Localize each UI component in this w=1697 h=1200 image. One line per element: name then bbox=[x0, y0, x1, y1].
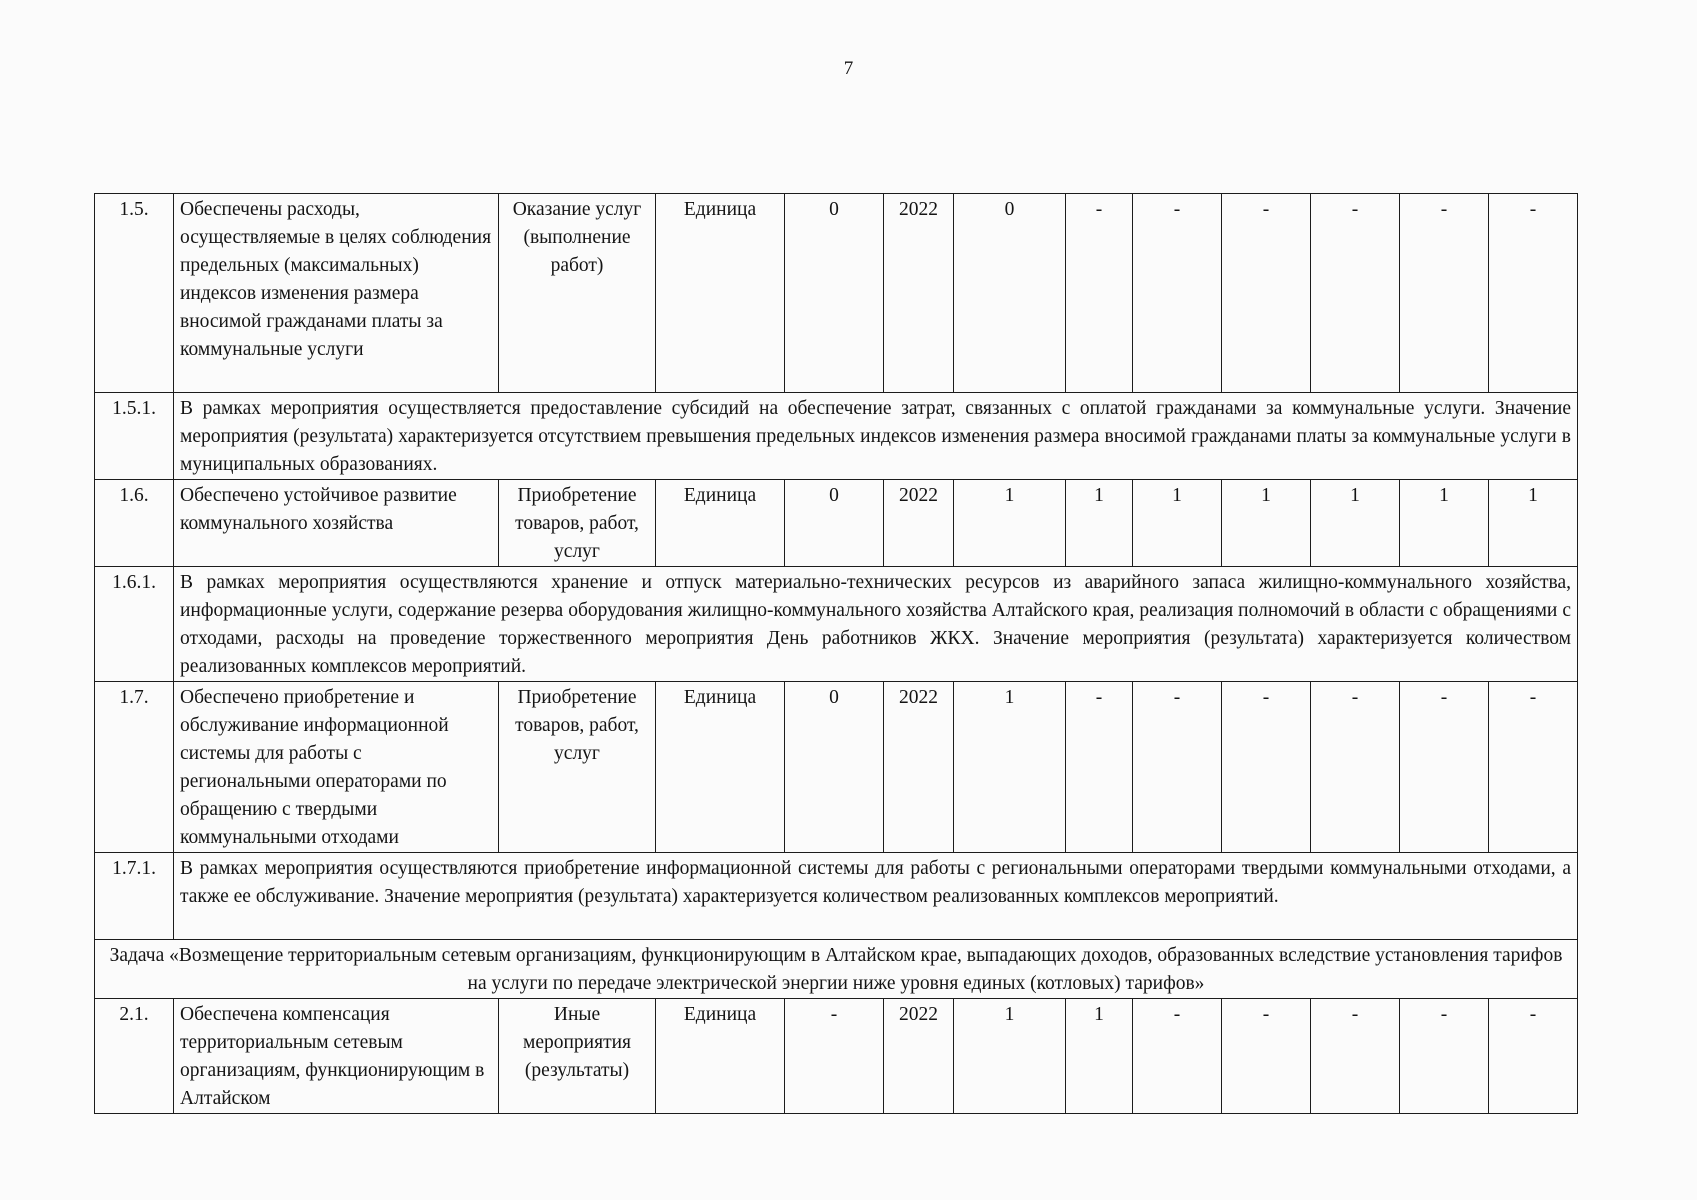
value-cell: 1 bbox=[1400, 480, 1489, 567]
base-year: 2022 bbox=[884, 194, 954, 393]
result-type: Приобретение товаров, работ, услуг bbox=[499, 682, 656, 853]
row-number: 1.7. bbox=[95, 682, 174, 853]
value-cell: 1 bbox=[954, 999, 1066, 1114]
value-cell: - bbox=[1133, 194, 1222, 393]
result-name: Обеспечены расходы, осуществляемые в целях соблюдения предельных (максимальных) индексов изменения размера вносимой гражданами платы за коммунальные услуги bbox=[174, 194, 499, 393]
table-row bbox=[95, 393, 1578, 480]
result-type: Иные мероприятия (результаты) bbox=[499, 999, 656, 1114]
measure-description: В рамках мероприятия осуществляются хранение и отпуск материально-технических ресурсов из аварийного запаса жилищно-коммунального хозяйства, информационные услуги, содержание резерва оборудования жилищно-коммунального хозяйства Алтайского края, реализация полномочий в области с обращениями с отходами, расходы на проведение торжественного мероприятия День работников ЖКХ. Значение мероприятия (результата) характеризуется количеством реализованных комплексов мероприятий. bbox=[174, 567, 1578, 682]
value-cell: - bbox=[1400, 999, 1489, 1114]
row-number: 1.6.1. bbox=[95, 567, 174, 682]
row-number: 1.7.1. bbox=[95, 853, 174, 940]
value-cell: 0 bbox=[954, 194, 1066, 393]
result-name: Обеспечено приобретение и обслуживание информационной системы для работы с региональными операторами по обращению с твердыми коммунальными отходами bbox=[174, 682, 499, 853]
result-type: Оказание услуг (выполнение работ) bbox=[499, 194, 656, 393]
base-value: 0 bbox=[785, 682, 884, 853]
value-cell: - bbox=[1489, 194, 1578, 393]
unit-of-measure: Единица bbox=[656, 999, 785, 1114]
row-number: 2.1. bbox=[95, 999, 174, 1114]
value-cell: 1 bbox=[1066, 999, 1133, 1114]
value-cell: - bbox=[1400, 194, 1489, 393]
value-cell: - bbox=[1222, 682, 1311, 853]
base-year: 2022 bbox=[884, 682, 954, 853]
table-row bbox=[95, 940, 1578, 999]
base-value: 0 bbox=[785, 194, 884, 393]
value-cell: 1 bbox=[1222, 480, 1311, 567]
base-year: 2022 bbox=[884, 480, 954, 567]
value-cell: - bbox=[1133, 682, 1222, 853]
row-number: 1.5.1. bbox=[95, 393, 174, 480]
unit-of-measure: Единица bbox=[656, 194, 785, 393]
value-cell: - bbox=[1311, 999, 1400, 1114]
value-cell: - bbox=[1400, 682, 1489, 853]
value-cell: 1 bbox=[1311, 480, 1400, 567]
result-name: Обеспечено устойчивое развитие коммунального хозяйства bbox=[174, 480, 499, 567]
task-heading: Задача «Возмещение территориальным сетевым организациям, функционирующим в Алтайском крае, выпадающих доходов, образованных вследствие установления тарифов на услуги по передаче электрической энергии ниже уровня единых (котловых) тарифов» bbox=[95, 940, 1578, 999]
value-cell: 1 bbox=[1489, 480, 1578, 567]
table-row bbox=[95, 853, 1578, 940]
unit-of-measure: Единица bbox=[656, 682, 785, 853]
value-cell: 1 bbox=[954, 480, 1066, 567]
value-cell: 1 bbox=[1066, 480, 1133, 567]
row-number: 1.5. bbox=[95, 194, 174, 393]
value-cell: - bbox=[1133, 999, 1222, 1114]
value-cell: - bbox=[1311, 194, 1400, 393]
table-row bbox=[95, 999, 1578, 1114]
value-cell: - bbox=[1222, 194, 1311, 393]
value-cell: - bbox=[1066, 682, 1133, 853]
base-value: - bbox=[785, 999, 884, 1114]
value-cell: - bbox=[1066, 194, 1133, 393]
table-row bbox=[95, 480, 1578, 567]
indicators-table bbox=[94, 193, 1578, 1114]
base-value: 0 bbox=[785, 480, 884, 567]
value-cell: 1 bbox=[954, 682, 1066, 853]
measure-description: В рамках мероприятия осуществляется предоставление субсидий на обеспечение затрат, связанных с оплатой гражданами за коммунальные услуги. Значение мероприятия (результата) характеризуется отсутствием превышения предельных индексов изменения размера вносимой гражданами платы за коммунальные услуги в муниципальных образованиях. bbox=[174, 393, 1578, 480]
result-type: Приобретение товаров, работ, услуг bbox=[499, 480, 656, 567]
table-row bbox=[95, 682, 1578, 853]
page-number: 7 bbox=[843, 58, 854, 79]
table-row bbox=[95, 194, 1578, 393]
measure-description: В рамках мероприятия осуществляются приобретение информационной системы для работы с региональными операторами твердыми коммунальными отходами, а также ее обслуживание. Значение мероприятия (результата) характеризуется количеством реализованных комплексов мероприятий. bbox=[174, 853, 1578, 940]
value-cell: - bbox=[1222, 999, 1311, 1114]
value-cell: - bbox=[1489, 999, 1578, 1114]
unit-of-measure: Единица bbox=[656, 480, 785, 567]
value-cell: - bbox=[1489, 682, 1578, 853]
result-name: Обеспечена компенсация территориальным сетевым организациям, функционирующим в Алтайском bbox=[174, 999, 499, 1114]
row-number: 1.6. bbox=[95, 480, 174, 567]
base-year: 2022 bbox=[884, 999, 954, 1114]
value-cell: - bbox=[1311, 682, 1400, 853]
value-cell: 1 bbox=[1133, 480, 1222, 567]
table-row bbox=[95, 567, 1578, 682]
